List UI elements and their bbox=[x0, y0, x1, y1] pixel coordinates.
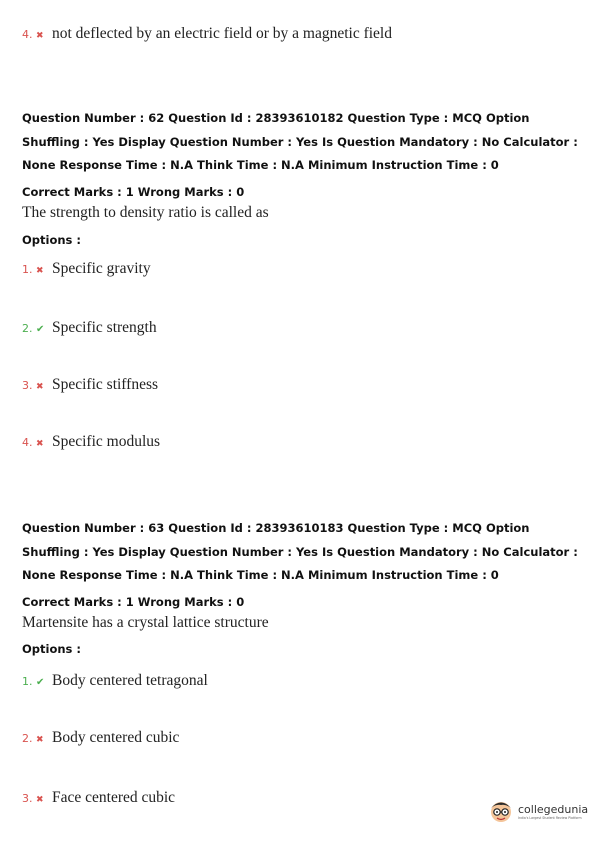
collegedunia-logo bbox=[488, 797, 588, 825]
wrong-mark-icon: ✖ bbox=[36, 382, 44, 392]
mascot-icon bbox=[488, 797, 514, 825]
logo-tagline: India's Largest Student Review Platform bbox=[518, 815, 582, 820]
wrong-mark-icon: ✖ bbox=[36, 795, 44, 805]
wrong-mark-icon: ✖ bbox=[36, 31, 44, 41]
check-mark-icon: ✔ bbox=[36, 324, 45, 335]
option-number: 3. bbox=[22, 379, 33, 392]
q63-option-1 bbox=[22, 672, 208, 690]
q63-marks: Correct Marks : 1 Wrong Marks : 0 bbox=[22, 595, 245, 609]
option-text: Specific stiffness bbox=[52, 376, 159, 393]
check-mark-icon: ✔ bbox=[36, 677, 45, 688]
q62-option-4 bbox=[22, 433, 160, 451]
option-text: not deflected by an electric field or by a magnetic field bbox=[52, 25, 392, 42]
q62-marks: Correct Marks : 1 Wrong Marks : 0 bbox=[22, 185, 245, 199]
wrong-mark-icon: ✖ bbox=[36, 439, 44, 449]
q62-option-1 bbox=[22, 260, 151, 278]
q62-option-2 bbox=[22, 319, 157, 337]
wrong-mark-icon: ✖ bbox=[36, 266, 44, 276]
option-number: 1. bbox=[22, 263, 33, 276]
q63-options-label: Options : bbox=[22, 642, 81, 656]
option-number: 2. bbox=[22, 732, 33, 745]
wrong-mark-icon: ✖ bbox=[36, 735, 44, 745]
option-text: Face centered cubic bbox=[52, 789, 176, 806]
q63-meta: Question Number : 63 Question Id : 28393610183 Question Type : MCQ Option Shuffling : Yes Display Question Number : Yes Is Question Mandatory : No Calculator : None Response Time : N.A Think Time : N.A Minimum Instruction Time : 0 bbox=[22, 521, 578, 582]
q62-options-label: Options : bbox=[22, 233, 81, 247]
option-text: Body centered cubic bbox=[52, 729, 180, 746]
logo-name: collegedunia bbox=[518, 802, 589, 816]
q63-option-2 bbox=[22, 729, 179, 747]
option-text: Specific gravity bbox=[52, 260, 151, 277]
option-number: 3. bbox=[22, 792, 33, 805]
q63-option-3 bbox=[22, 789, 175, 807]
option-number: 1. bbox=[22, 675, 33, 688]
q62-meta: Question Number : 62 Question Id : 28393610182 Question Type : MCQ Option Shuffling : Yes Display Question Number : Yes Is Question Mandatory : No Calculator : None Response Time : N.A Think Time : N.A Minimum Instruction Time : 0 bbox=[22, 111, 578, 172]
option-number: 4. bbox=[22, 436, 33, 449]
q62-question-text: The strength to density ratio is called as bbox=[22, 204, 269, 221]
q62-option-3 bbox=[22, 376, 158, 394]
option-text: Specific modulus bbox=[52, 433, 161, 450]
option-number: 4. bbox=[22, 28, 33, 41]
option-text: Specific strength bbox=[52, 319, 157, 336]
prev-option-4 bbox=[22, 25, 392, 43]
option-text: Body centered tetragonal bbox=[52, 672, 208, 689]
q63-question-text: Martensite has a crystal lattice structure bbox=[22, 614, 269, 631]
option-number: 2. bbox=[22, 322, 33, 335]
